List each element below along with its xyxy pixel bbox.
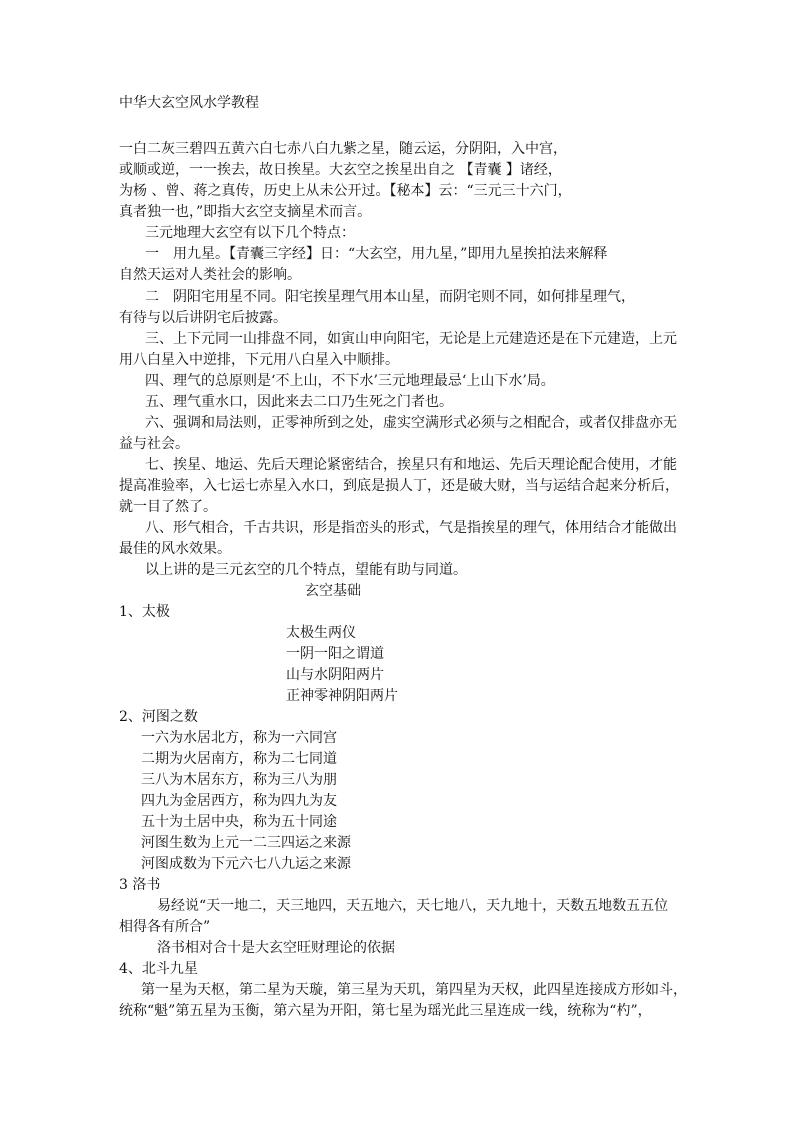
hetu-line: 河图生数为上元一二三四运之来源 [141,835,351,851]
feature-line: 益与社会。 [119,436,189,452]
feature-line: 三、上下元同一山排盘不同，如寅山申向阳宅，无论是上元建造还是在下元建造，上元 [145,331,677,347]
feature-line: 有待与以后讲阴宅后披露。 [119,310,287,326]
intro-line: 真者独一也，”即指大玄空支摘星术而言。 [119,204,372,220]
feature-line: 八、形气相合，千古共识，形是指峦头的形式，气是指挨星的理气，体用结合才能做出 [145,520,677,536]
conclusion-line: 以上讲的是三元玄空的几个特点，望能有助与同道。 [145,562,467,578]
section-heading: 1、太极 [119,604,170,620]
section-title: 玄空基础 [305,583,361,599]
section-heading: 3 洛书 [119,877,161,893]
feature-line: 用八白星入中逆排，下元用八白星入中顺排。 [119,352,399,368]
feature-line: 最佳的风水效果。 [119,541,231,557]
section-heading: 2、河图之数 [119,709,198,725]
beidou-line: 统称“魁”第五星为玉衡，第六星为开阳，第七星为瑶光此三星连成一线，统称为“杓”， [119,1003,652,1019]
hetu-line: 河图成数为下元六七八九运之来源 [141,856,351,872]
feature-line: 五、理气重水口，因此来去二口乃生死之门者也。 [145,394,453,410]
doc-title: 中华大玄空风水学教程 [119,95,259,111]
feature-line: 四、理气的总原则是‘不上山，不下水’三元地理最忌‘上山下水’局。 [145,373,555,389]
luoshu-line: 相得各有所合” [119,919,211,935]
feature-line: 提高准验率，入七运七赤星入水口，到底是损人丁，还是破大财，当与运结合起来分析后， [119,478,679,494]
taiji-line: 太极生两仪 [286,625,356,641]
hetu-line: 四九为金居西方，称为四九为友 [141,793,337,809]
intro-line: 为杨 、曾、蒋之真传，历史上从未公开过。【秘本】云：“三元三十六门， [119,183,572,199]
luoshu-line: 洛书相对合十是大玄空旺财理论的依据 [157,940,395,956]
hetu-line: 一六为水居北方，称为一六同宫 [141,730,337,746]
hetu-line: 三八为木居东方，称为三八为朋 [141,772,337,788]
luoshu-line: 易经说“天一地二，天三地四，天五地六，天七地八，天九地十，天数五地数五五位 [157,898,669,914]
feature-line: 二 阴阳宅用星不同。阳宅挨星理气用本山星，而阴宅则不同，如何排星理气， [145,289,635,305]
hetu-line: 五十为土居中央，称为五十同途 [141,814,337,830]
intro-line: 一白二灰三碧四五黄六白七赤八白九紫之星，随云运，分阴阳，入中宫， [119,141,567,157]
feature-line: 七、挨星、地运、先后天理论紧密结合，挨星只有和地运、先后天理论配合使用，才能 [145,457,677,473]
feature-line: 六、强调和局法则，正零神所到之处，虚实空满形式必须与之相配合，或者仅排盘亦无 [145,415,677,431]
feature-line: 自然天运对人类社会的影响。 [119,267,301,283]
taiji-line: 正神零神阴阳两片 [286,688,398,704]
features-intro: 三元地理大玄空有以下几个特点： [145,225,355,241]
taiji-line: 一阴一阳之谓道 [286,646,384,662]
hetu-line: 二期为火居南方，称为二七同道 [141,751,337,767]
section-heading: 4、北斗九星 [119,961,198,977]
taiji-line: 山与水阴阳两片 [286,667,384,683]
feature-line: 一 用九星。【青囊三字经】日：“大玄空，用九星，”即用九星挨拍法来解释 [145,246,608,262]
intro-line: 或顺或逆，一一挨去，故日挨星。大玄空之挨星出自之 【青囊 】诸经， [119,162,562,178]
feature-line: 就一目了然了。 [119,499,217,515]
beidou-line: 第一星为天枢，第二星为天璇，第三星为天玑，第四星为天权，此四星连接成方形如斗， [141,982,687,998]
